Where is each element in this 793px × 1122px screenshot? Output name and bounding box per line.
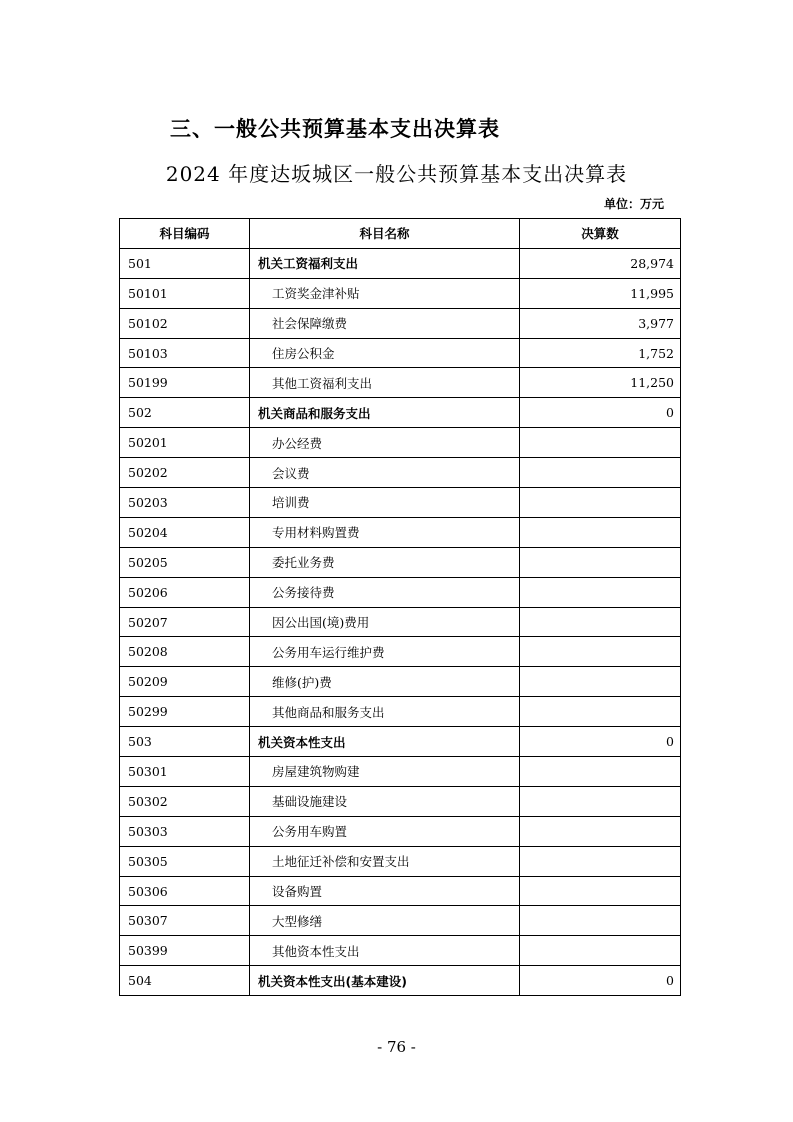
table-row — [120, 786, 681, 816]
section-title: 三、一般公共预算基本支出决算表 — [170, 116, 500, 141]
table-row — [120, 757, 681, 787]
row-amount — [520, 458, 681, 488]
row-code: 50307 — [120, 906, 250, 936]
page-number: - 76 - — [377, 1038, 416, 1056]
table-row — [120, 517, 681, 547]
table-row — [120, 966, 681, 996]
row-code: 50206 — [120, 577, 250, 607]
row-name: 培训费 — [250, 488, 520, 518]
table-header-row — [120, 219, 681, 249]
row-name: 机关商品和服务支出 — [250, 398, 520, 428]
row-code: 50202 — [120, 458, 250, 488]
column-header-name: 科目名称 — [250, 219, 520, 249]
row-code: 50203 — [120, 488, 250, 518]
row-amount — [520, 517, 681, 547]
table-row — [120, 816, 681, 846]
row-amount: 0 — [520, 398, 681, 428]
column-header-code: 科目编码 — [120, 219, 250, 249]
row-amount: 0 — [520, 966, 681, 996]
table-row — [120, 637, 681, 667]
row-code: 50201 — [120, 428, 250, 458]
table-row — [120, 458, 681, 488]
table-body — [120, 248, 681, 995]
row-amount: 0 — [520, 727, 681, 757]
table-row — [120, 338, 681, 368]
row-amount — [520, 697, 681, 727]
row-amount: 11,995 — [520, 278, 681, 308]
unit-label: 单位：万元 — [603, 197, 664, 211]
row-code: 502 — [120, 398, 250, 428]
row-amount — [520, 667, 681, 697]
table-row — [120, 936, 681, 966]
row-code: 501 — [120, 248, 250, 278]
row-amount — [520, 607, 681, 637]
row-amount — [520, 786, 681, 816]
row-code: 503 — [120, 727, 250, 757]
row-amount — [520, 577, 681, 607]
row-amount: 3,977 — [520, 308, 681, 338]
row-amount — [520, 757, 681, 787]
row-code: 50399 — [120, 936, 250, 966]
table-row — [120, 607, 681, 637]
row-code: 50101 — [120, 278, 250, 308]
row-code: 50204 — [120, 517, 250, 547]
row-code: 50306 — [120, 876, 250, 906]
table-row — [120, 846, 681, 876]
table-row — [120, 278, 681, 308]
row-name: 工资奖金津补贴 — [250, 278, 520, 308]
table-row — [120, 667, 681, 697]
row-code: 50302 — [120, 786, 250, 816]
row-code: 50299 — [120, 697, 250, 727]
row-name: 住房公积金 — [250, 338, 520, 368]
row-name: 土地征迁补偿和安置支出 — [250, 846, 520, 876]
table-title: 2024 年度达坂城区一般公共预算基本支出决算表 — [165, 162, 628, 186]
row-code: 50207 — [120, 607, 250, 637]
row-amount — [520, 428, 681, 458]
row-code: 50199 — [120, 368, 250, 398]
table-row — [120, 697, 681, 727]
row-code: 504 — [120, 966, 250, 996]
row-code: 50303 — [120, 816, 250, 846]
row-amount — [520, 906, 681, 936]
row-amount — [520, 846, 681, 876]
row-name: 会议费 — [250, 458, 520, 488]
row-name: 办公经费 — [250, 428, 520, 458]
row-code: 50102 — [120, 308, 250, 338]
row-amount: 28,974 — [520, 248, 681, 278]
row-name: 专用材料购置费 — [250, 517, 520, 547]
table-row — [120, 876, 681, 906]
row-code: 50205 — [120, 547, 250, 577]
row-code: 50305 — [120, 846, 250, 876]
table-row — [120, 428, 681, 458]
row-name: 因公出国(境)费用 — [250, 607, 520, 637]
row-amount: 1,752 — [520, 338, 681, 368]
row-code: 50103 — [120, 338, 250, 368]
table-row — [120, 727, 681, 757]
row-name: 基础设施建设 — [250, 786, 520, 816]
table-row — [120, 398, 681, 428]
row-name: 社会保障缴费 — [250, 308, 520, 338]
table-row — [120, 577, 681, 607]
table-row — [120, 906, 681, 936]
row-name: 公务用车购置 — [250, 816, 520, 846]
row-name: 设备购置 — [250, 876, 520, 906]
row-code: 50301 — [120, 757, 250, 787]
row-amount — [520, 876, 681, 906]
row-name: 其他工资福利支出 — [250, 368, 520, 398]
row-name: 房屋建筑物购建 — [250, 757, 520, 787]
row-name: 公务用车运行维护费 — [250, 637, 520, 667]
row-name: 委托业务费 — [250, 547, 520, 577]
row-amount — [520, 816, 681, 846]
row-name: 机关资本性支出 — [250, 727, 520, 757]
row-amount — [520, 488, 681, 518]
row-amount — [520, 637, 681, 667]
row-name: 其他资本性支出 — [250, 936, 520, 966]
table-row — [120, 248, 681, 278]
row-name: 维修(护)费 — [250, 667, 520, 697]
row-name: 其他商品和服务支出 — [250, 697, 520, 727]
row-name: 大型修缮 — [250, 906, 520, 936]
table-row — [120, 488, 681, 518]
table-row — [120, 368, 681, 398]
row-name: 公务接待费 — [250, 577, 520, 607]
row-code: 50208 — [120, 637, 250, 667]
column-header-amount: 决算数 — [520, 219, 681, 249]
row-amount: 11,250 — [520, 368, 681, 398]
row-amount — [520, 936, 681, 966]
row-amount — [520, 547, 681, 577]
row-name: 机关工资福利支出 — [250, 248, 520, 278]
row-name: 机关资本性支出(基本建设) — [250, 966, 520, 996]
row-code: 50209 — [120, 667, 250, 697]
table-row — [120, 547, 681, 577]
budget-table — [119, 218, 681, 996]
table-row — [120, 308, 681, 338]
